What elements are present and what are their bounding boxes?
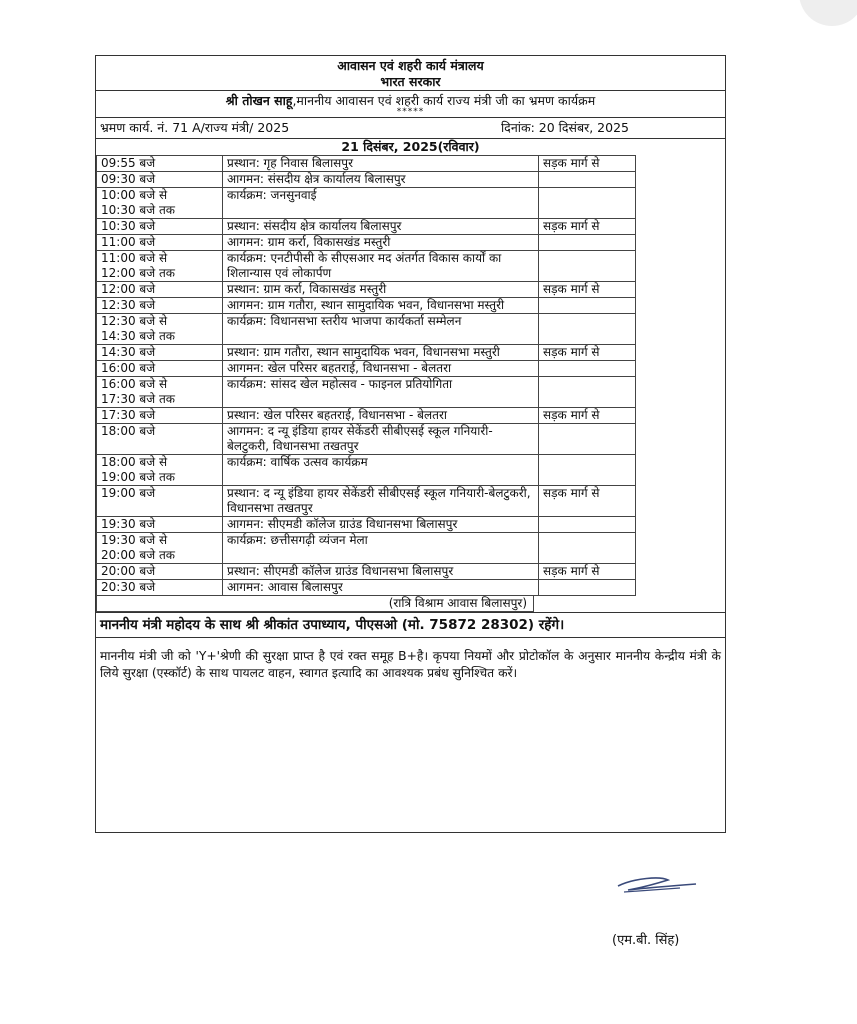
schedule-activity: प्रस्थान: खेल परिसर बहतराई, विधानसभा - बेलतरा [223,408,539,424]
schedule-travel-mode [538,360,636,377]
schedule-activity: कार्यक्रम: जनसुनवाई [223,188,539,219]
reference-number: भ्रमण कार्य. नं. 71 A/राज्य मंत्री/ 2025 [100,120,290,135]
schedule-time: 14:30 बजे [97,345,223,361]
schedule-time: 11:00 बजे [97,235,223,251]
schedule-row [97,533,539,564]
schedule-activity: प्रस्थान: गृह निवास बिलासपुर [223,156,539,172]
schedule-travel-mode: सड़क मार्ग से [538,485,636,517]
schedule-row [97,486,539,517]
schedule-activity: आगमन: सीएमडी कॉलेज ग्राउंड विधानसभा बिलासपुर [223,517,539,533]
government-title: भारत सरकार [380,74,441,89]
signature-mark [610,868,700,898]
schedule-time: 17:30 बजे [97,408,223,424]
schedule-activity: आगमन: आवास बिलासपुर [223,580,539,596]
schedule-travel-mode [538,423,636,455]
schedule-row [97,580,539,596]
schedule-row [97,517,539,533]
schedule-day: 21 दिसंबर, 2025(रविवार) [341,139,480,154]
schedule-row [97,235,539,251]
schedule-time: 20:00 बजे [97,564,223,580]
schedule-travel-mode [538,171,636,188]
schedule-activity: प्रस्थान: संसदीय क्षेत्र कार्यालय बिलासपुर [223,219,539,235]
night-stay-note: (रात्रि विश्राम आवास बिलासपुर) [96,596,534,612]
schedule-travel-mode [538,187,636,219]
schedule-time: 09:55 बजे [97,156,223,172]
schedule-time: 10:30 बजे [97,219,223,235]
schedule-activity: कार्यक्रम: वार्षिक उत्सव कार्यक्रम [223,455,539,486]
schedule-travel-mode [538,297,636,314]
schedule-travel-mode [538,376,636,408]
tour-programme-document [95,55,726,833]
schedule-activity: कार्यक्रम: छत्तीसगढ़ी व्यंजन मेला [223,533,539,564]
security-note: माननीय मंत्री जी को 'Y+'श्रेणी की सुरक्षा प्राप्त है एवं रक्त समूह B+है। कृपया नियमों और प्रोटोकॉल के अनुसार माननीय केन्द्रीय मंत्री के लिये सुरक्षा (एस्कॉर्ट) के साथ पायलट वाहन, स्वागत इत्यादि का आवश्यक प्रबंध सुनिश्चित करें। [100,649,721,680]
schedule-travel-mode: सड़क मार्ग से [538,563,636,580]
schedule-travel-mode [538,234,636,251]
schedule-time: 19:30 बजे [97,517,223,533]
schedule-row [97,345,539,361]
corner-decoration [799,0,857,26]
schedule-row [97,424,539,455]
schedule-travel-mode [538,454,636,486]
schedule-activity: आगमन: ग्राम कर्रा, विकासखंड मस्तुरी [223,235,539,251]
minister-name: श्री तोखन साहू [225,93,293,108]
schedule-time: 09:30 बजे [97,172,223,188]
schedule-travel-mode [538,313,636,345]
schedule-activity: आगमन: संसदीय क्षेत्र कार्यालय बिलासपुर [223,172,539,188]
schedule-travel-mode: सड़क मार्ग से [538,281,636,298]
minister-title: ,माननीय आवासन एवं शहरी कार्य राज्य मंत्री जी का भ्रमण कार्यक्रम [292,93,596,108]
letter-date: दिनांक: 20 दिसंबर, 2025 [500,120,629,135]
schedule-time: 12:30 बजे [97,298,223,314]
schedule-activity: कार्यक्रम: एनटीपीसी के सीएसआर मद अंतर्गत विकास कार्यों का शिलान्यास एवं लोकार्पण [223,251,539,282]
schedule-activity: प्रस्थान: सीएमडी कॉलेज ग्राउंड विधानसभा बिलासपुर [223,564,539,580]
schedule-row [97,408,539,424]
schedule-time: 12:30 बजे से 14:30 बजे तक [97,314,223,345]
schedule-activity: कार्यक्रम: सांसद खेल महोत्सव - फाइनल प्रतियोगिता [223,377,539,408]
schedule-activity: प्रस्थान: ग्राम कर्रा, विकासखंड मस्तुरी [223,282,539,298]
ministry-title: आवासन एवं शहरी कार्य मंत्रालय [337,58,484,73]
schedule-row [97,251,539,282]
pso-note: माननीय मंत्री महोदय के साथ श्री श्रीकांत उपाध्याय, पीएसओ (मो. 75872 28302) रहेंगे। [96,612,725,638]
schedule-time: 18:00 बजे से 19:00 बजे तक [97,455,223,486]
schedule-time: 16:00 बजे [97,361,223,377]
stars-separator: ***** [396,107,425,117]
schedule-row [97,298,539,314]
schedule-row [97,314,539,345]
schedule-time: 16:00 बजे से 17:30 बजे तक [97,377,223,408]
schedule-row [97,156,539,172]
schedule-travel-mode: सड़क मार्ग से [538,218,636,235]
schedule-travel-mode: सड़क मार्ग से [538,155,636,172]
schedule-row [97,455,539,486]
schedule-travel-mode [538,516,636,533]
schedule-row [97,564,539,580]
schedule-time: 18:00 बजे [97,424,223,455]
schedule-activity: आगमन: द न्यू इंडिया हायर सेकेंडरी सीबीएसई स्कूल गनियारी-बेलटुकरी, विधानसभा तखतपुर [223,424,539,455]
schedule-travel-mode: सड़क मार्ग से [538,407,636,424]
reference-line [96,118,725,138]
programme-heading [96,91,725,108]
schedule-row [97,172,539,188]
schedule-travel-mode [538,250,636,282]
schedule-time: 20:30 बजे [97,580,223,596]
schedule-travel-mode [538,579,636,596]
schedule-activity: प्रस्थान: द न्यू इंडिया हायर सेकेंडरी सीबीएसई स्कूल गनियारी-बेलटुकरी, विधानसभा तखतपुर [223,486,539,517]
schedule-time: 11:00 बजे से 12:00 बजे तक [97,251,223,282]
schedule-travel-mode: सड़क मार्ग से [538,344,636,361]
schedule-row [97,219,539,235]
schedule-table [96,155,539,596]
schedule-activity: प्रस्थान: ग्राम गतौरा, स्थान सामुदायिक भवन, विधानसभा मस्तुरी [223,345,539,361]
schedule-row [97,188,539,219]
schedule-time: 19:00 बजे [97,486,223,517]
schedule-activity: आगमन: ग्राम गतौरा, स्थान सामुदायिक भवन, विधानसभा मस्तुरी [223,298,539,314]
schedule-row [97,377,539,408]
schedule-table-wrap [96,155,725,612]
signatory-name: (एम.बी. सिंह) [612,933,680,948]
schedule-time: 12:00 बजे [97,282,223,298]
schedule-row [97,361,539,377]
schedule-time: 19:30 बजे से 20:00 बजे तक [97,533,223,564]
schedule-activity: आगमन: खेल परिसर बहतराई, विधानसभा - बेलतरा [223,361,539,377]
schedule-travel-mode [538,532,636,564]
schedule-row [97,282,539,298]
schedule-time: 10:00 बजे से 10:30 बजे तक [97,188,223,219]
schedule-activity: कार्यक्रम: विधानसभा स्तरीय भाजपा कार्यकर्ता सम्मेलन [223,314,539,345]
